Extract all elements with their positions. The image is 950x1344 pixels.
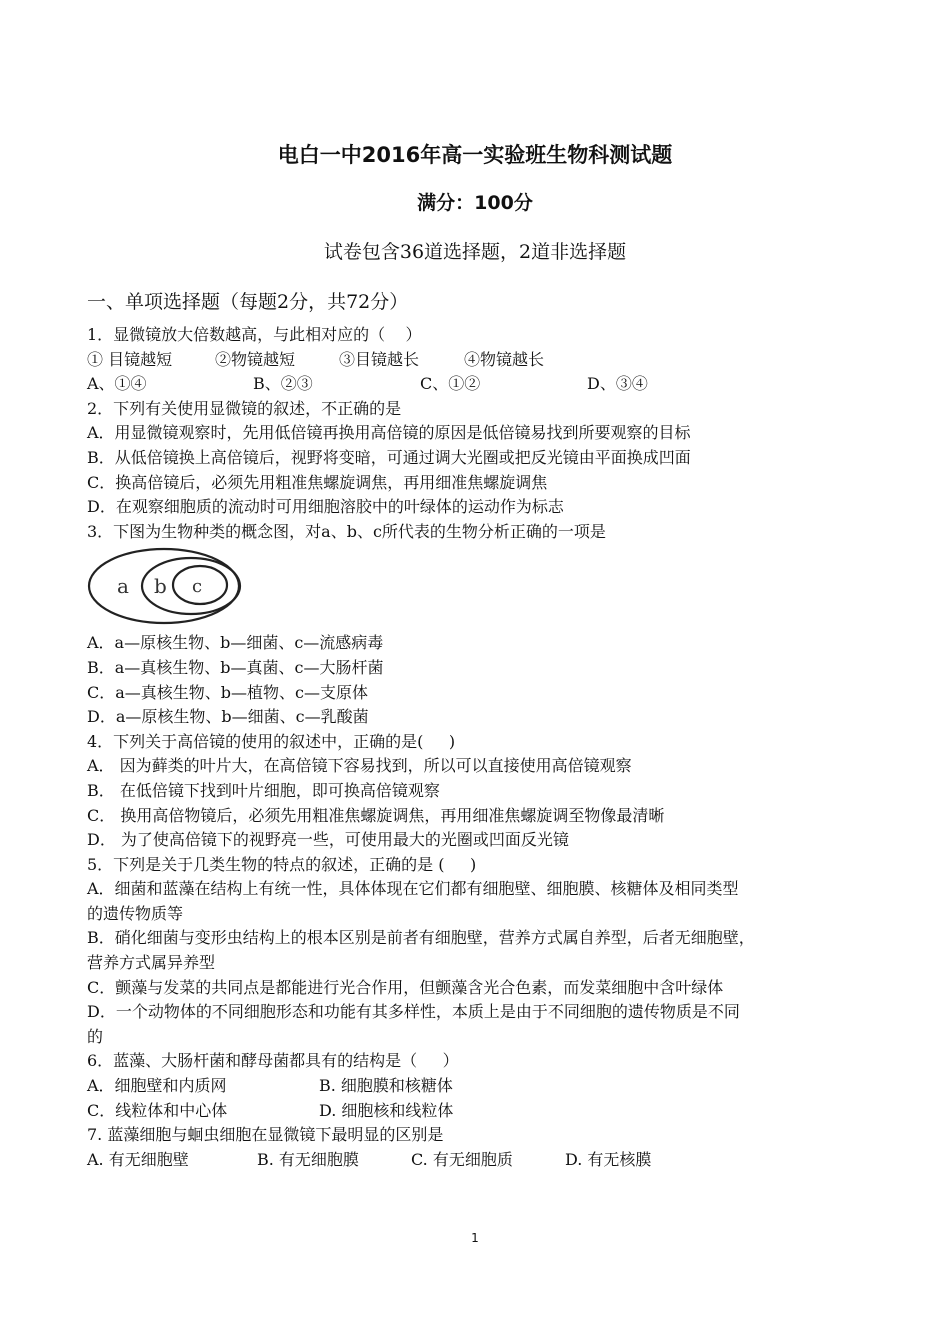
q1-item-1: ① 目镜越短 — [87, 349, 173, 369]
q1-item-2: ②物镜越短 — [215, 349, 296, 369]
q2-option-b[interactable]: B．从低倍镜换上高倍镜后，视野将变暗，可通过调大光圈或把反光镜由平面换成凹面 — [87, 447, 691, 467]
q3-option-a[interactable]: A．a—原核生物、b—细菌、c—流感病毒 — [87, 633, 384, 653]
label-a: a — [117, 574, 129, 599]
question-7-options — [87, 1148, 887, 1173]
q7-option-d[interactable]: D. 有无核膜 — [565, 1149, 652, 1169]
q5-option-a-line-2: 的遗传物质等 — [87, 903, 184, 923]
question-6-options-row-1 — [87, 1074, 887, 1099]
question-1-stem: 1．显微镜放大倍数越高，与此相对应的（ ） — [87, 325, 422, 344]
page-number: 1 — [471, 1231, 479, 1245]
q1-item-4: ④物镜越长 — [464, 349, 545, 369]
q5-option-b-line-2: 营养方式属异养型 — [87, 953, 216, 973]
q5-option-d-line-2: 的 — [87, 1026, 104, 1046]
question-2-stem: 2．下列有关使用显微镜的叙述，不正确的是 — [87, 398, 402, 418]
q3-option-c[interactable]: C．a—真核生物、b—植物、c—支原体 — [87, 682, 368, 702]
question-1-options — [87, 372, 887, 397]
q5-option-c[interactable]: C．颤藻与发菜的共同点是都能进行光合作用，但颤藻含光合色素，而发菜细胞中含叶绿体 — [87, 977, 724, 997]
exam-subtitle: 试卷包含36道选择题，2道非选择题 — [323, 241, 627, 263]
q7-option-b[interactable]: B. 有无细胞膜 — [257, 1149, 359, 1169]
question-3-stem: 3．下图为生物种类的概念图，对a、b、c所代表的生物分析正确的一项是 — [87, 521, 606, 541]
q2-option-a[interactable]: A．用显微镜观察时，先用低倍镜再换用高倍镜的原因是低倍镜易找到所要观察的目标 — [87, 423, 691, 443]
q6-option-a[interactable]: A．细胞壁和内质网 — [87, 1076, 227, 1096]
q2-option-d[interactable]: D．在观察细胞质的流动时可用细胞溶胶中的叶绿体的运动作为标志 — [87, 497, 564, 517]
exam-title: 电白一中2016年高一实验班生物科测试题 — [277, 143, 673, 167]
q4-option-d[interactable]: D． 为了使高倍镜下的视野亮一些，可使用最大的光圈或凹面反光镜 — [87, 830, 569, 850]
full-score: 满分：100分 — [417, 192, 533, 214]
q2-option-c[interactable]: C．换高倍镜后，必须先用粗准焦螺旋调焦，再用细准焦螺旋调焦 — [87, 472, 548, 492]
question-7-stem: 7. 蓝藻细胞与蛔虫细胞在显微镜下最明显的区别是 — [87, 1125, 444, 1145]
q1-option-d[interactable]: D、③④ — [587, 374, 648, 394]
q3-option-b[interactable]: B．a—真核生物、b—真菌、c—大肠杆菌 — [87, 657, 384, 677]
q4-option-b[interactable]: B． 在低倍镜下找到叶片细胞，即可换高倍镜观察 — [87, 780, 440, 800]
label-b: b — [154, 574, 167, 599]
q5-option-b-line-1[interactable]: B．硝化细菌与变形虫结构上的根本区别是前者有细胞壁，营养方式属自养型，后者无细胞壁， — [87, 928, 755, 948]
question-6-options-row-2 — [87, 1099, 887, 1124]
q7-option-c[interactable]: C. 有无细胞质 — [411, 1149, 513, 1169]
q5-option-d-line-1[interactable]: D．一个动物体的不同细胞形态和功能有其多样性，本质上是由于不同细胞的遗传物质是不同 — [87, 1002, 740, 1022]
question-list — [87, 323, 887, 1172]
q1-item-3: ③目镜越长 — [339, 349, 420, 369]
q1-option-c[interactable]: C、①② — [420, 374, 481, 394]
q6-option-d[interactable]: D. 细胞核和线粒体 — [319, 1100, 454, 1120]
question-6-stem: 6．蓝藻、大肠杆菌和酵母菌都具有的结构是（ ） — [87, 1051, 459, 1071]
label-c: c — [192, 576, 203, 598]
question-4-stem: 4．下列关于高倍镜的使用的叙述中，正确的是( ) — [87, 731, 456, 751]
q4-option-c[interactable]: C． 换用高倍物镜后，必须先用粗准焦螺旋调焦，再用细准焦螺旋调至物像最清晰 — [87, 805, 665, 825]
q4-option-a[interactable]: A． 因为藓类的叶片大，在高倍镜下容易找到，所以可以直接使用高倍镜观察 — [87, 756, 632, 776]
concept-diagram — [87, 544, 887, 631]
question-1-items — [87, 348, 887, 373]
nested-ellipses-diagram — [87, 544, 247, 628]
q6-option-c[interactable]: C．线粒体和中心体 — [87, 1100, 228, 1120]
q1-option-b[interactable]: B、②③ — [253, 374, 313, 394]
q6-option-b[interactable]: B. 细胞膜和核糖体 — [319, 1076, 453, 1096]
question-5-stem: 5．下列是关于几类生物的特点的叙述，正确的是 ( ) — [87, 854, 477, 874]
q1-option-a[interactable]: A、①④ — [87, 374, 147, 394]
q3-option-d[interactable]: D．a—原核生物、b—细菌、c—乳酸菌 — [87, 707, 369, 727]
q5-option-a-line-1[interactable]: A．细菌和蓝藻在结构上有统一性，具体体现在它们都有细胞壁、细胞膜、核糖体及相同类型 — [87, 879, 739, 899]
q7-option-a[interactable]: A. 有无细胞壁 — [87, 1149, 189, 1169]
section-title: 一、单项选择题（每题2分，共72分） — [87, 291, 409, 313]
